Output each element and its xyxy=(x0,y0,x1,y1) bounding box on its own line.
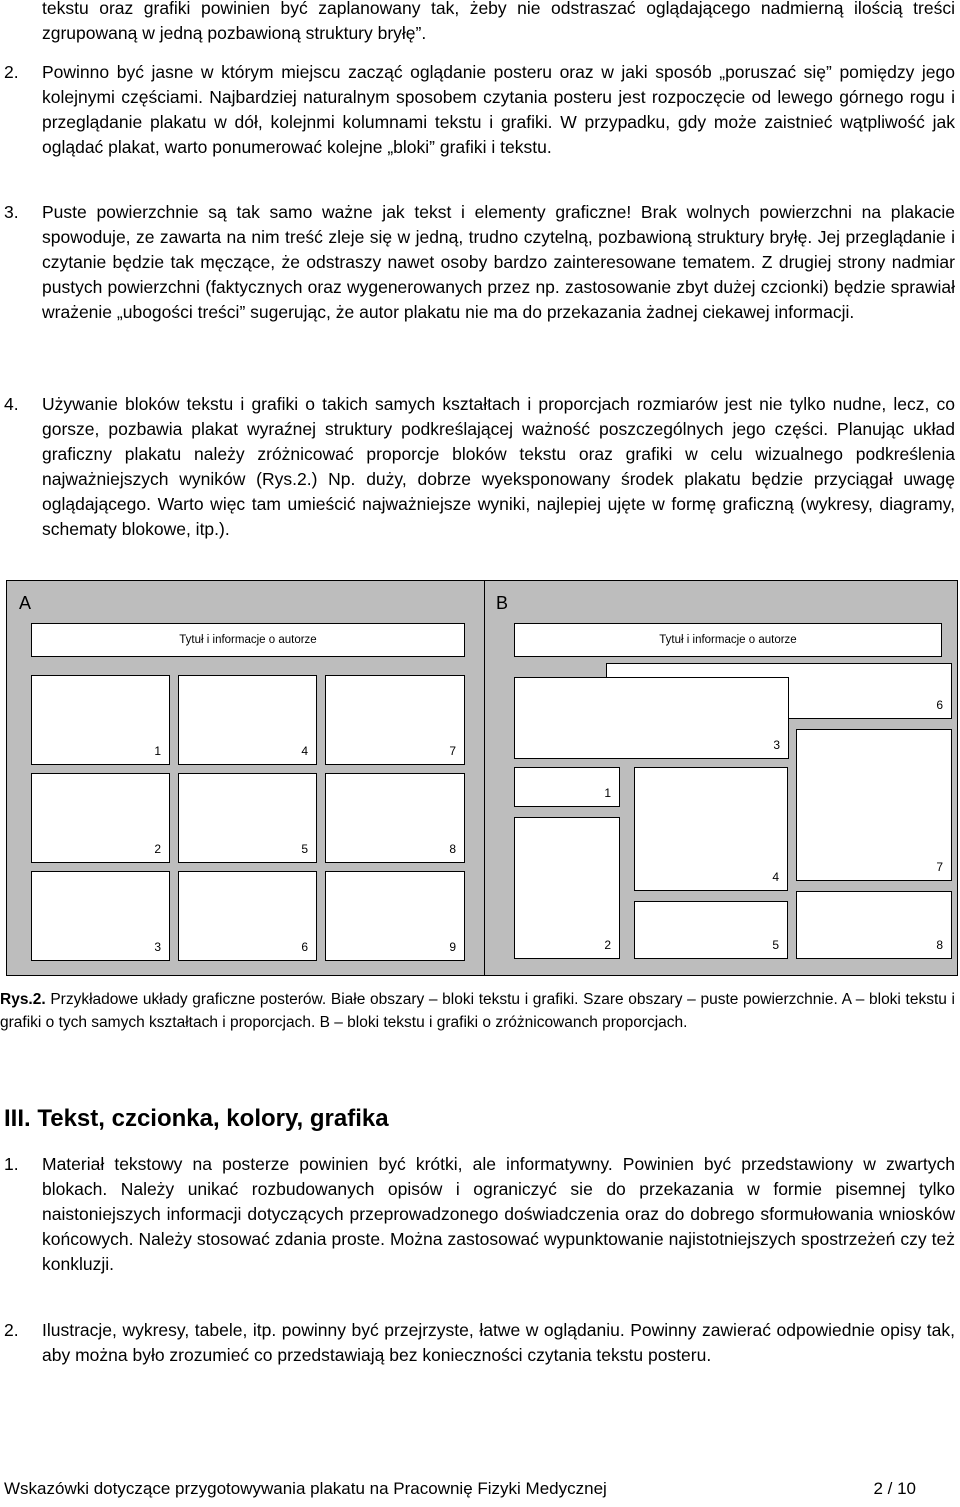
caption-text: Przykładowe układy graficzne posterów. Białe obszary – bloki tekstu i grafiki. Szare obszary – puste powierzchnie. A – bloki tekstu i grafiki o tych samych kształtach i proporcjach. B – bloki tekstu i grafiki o zróżnicowanch proporcjach. xyxy=(0,991,955,1031)
layout-a-block: 1 xyxy=(31,675,170,765)
layout-a-block: 5 xyxy=(178,773,317,863)
layout-b-block: 7 xyxy=(796,729,952,881)
list-item-2: 2. Powinno być jasne w którym miejscu zacząć oglądanie posteru oraz w jaki sposób „poruszać się” pomiędzy jego kolejnymi częściami. Najbardziej naturalnym sposobem czytania posteru jest rozpoczęcie od lewego górnego rogu i przeglądanie plakatu w dół, kolejnmi kolumnami tekstu i grafiki. W przypadku, gdy może zaistnieć wątpliwość jak oglądać plakat, warto ponumerować kolejne „bloki” grafiki i tekstu. xyxy=(4,62,955,157)
figure-label-b: B xyxy=(496,593,509,613)
page-number: 2 / 10 xyxy=(873,1479,916,1498)
figure-divider xyxy=(484,581,485,975)
footer-title: Wskazówki dotyczące przygotowywania plakatu na Pracownię Fizyki Medycznej xyxy=(4,1479,607,1498)
layout-b-block: 6 xyxy=(606,663,952,719)
layout-a-block: 3 xyxy=(31,871,170,961)
layout-b-block: 8 xyxy=(796,891,952,959)
section-item-1: 1. Materiał tekstowy na posterze powinien być krótki, ale informatywny. Powinien być przedstawiony w zwartych blokach. Należy unikać rozbudowanych opisów i ograniczyć sie do przekazania w formie pisemnej tylko naistoniejszych informacji dotyczących przeprowadzonego doświadczenia oraz do dobrego sformułowania wniosków końcowych. Należy stosować zdania proste. Można zastosować wypunktowanie najistotniejszych spostrzeżeń czy też konkluzji. xyxy=(4,1154,955,1274)
section-heading: III. Tekst, czcionka, kolory, grafika xyxy=(4,1105,389,1132)
layout-a-block: 9 xyxy=(325,871,465,961)
layout-a-block: 4 xyxy=(178,675,317,765)
layout-b-block: 3 xyxy=(514,677,789,759)
layout-a-block: 8 xyxy=(325,773,465,863)
figure-label-a: A xyxy=(19,593,32,613)
layout-a-block: 2 xyxy=(31,773,170,863)
list-item-4: 4. Używanie bloków tekstu i grafiki o takich samych kształtach i proporcjach rozmiarów jest nie tylko nudne, lecz, co gorsze, pozbawia plakat wyraźnej struktury podkreślającej ważność poszczególnych jego części. Planując układ graficzny plakatu należy zróżnicować proporcje bloków tekstu oraz grafiki w celu wizualnego podkreślenia najważniejszych wyników (Rys.2.) Np. duży, dobrze wyeksponowany środek plakatu będzie przyciągał uwagę oglądającego. Warto więc tam umieścić najważniejsze wyniki, najlepiej ujęte w formę graficzną (wykresy, diagramy, schematy blokowe, itp.). xyxy=(4,394,955,539)
page-footer xyxy=(4,1479,954,1499)
layout-b-block: 1 xyxy=(514,767,620,807)
layout-a-block: 7 xyxy=(325,675,465,765)
poster-layout-figure xyxy=(6,580,958,976)
caption-ref: Rys.2. xyxy=(0,991,46,1008)
section-item-2: 2. Ilustracje, wykresy, tabele, itp. powinny być przejrzyste, łatwe w oglądaniu. Powinny zawierać odpowiednie opisy tak, aby można było zrozumieć co przedstawiają bez konieczności czytania tekstu posteru. xyxy=(4,1320,955,1365)
layout-b-title-block: Tytuł i informacje o autorze xyxy=(514,623,942,657)
layout-a-block: 6 xyxy=(178,871,317,961)
layout-a-title-block: Tytuł i informacje o autorze xyxy=(31,623,465,657)
figure-caption xyxy=(0,988,955,1034)
list-item-3: 3. Puste powierzchnie są tak samo ważne jak tekst i elementy graficzne! Brak wolnych powierzchni na plakacie spowoduje, ze zawarta na nim treść zleje się w jedną, trudno czytelną, pozbawioną struktury bryłę. Jej przeglądanie i czytanie będzie tak męczące, że odstraszy nawet osoby bardzo zainteresowane tematem. Z drugiej strony nadmiar pustych powierzchni (faktycznych oraz wygenerowanych przez np. zastosowanie zbyt dużej czcionki) będzie sprawiał wrażenie „ubogości treści” sugerując, że autor plakatu nie ma do przekazania żadnej ciekawej informacji. xyxy=(4,202,955,322)
layout-b-block: 2 xyxy=(514,817,620,959)
paragraph-continued: tekstu oraz grafiki powinien być zaplanowany tak, żeby nie odstraszać oglądającego nadmierną ilością treści zgrupowaną w jedną pozbawioną struktury bryłę”. xyxy=(42,0,955,43)
layout-b-block: 4 xyxy=(634,767,788,891)
layout-b-block: 5 xyxy=(634,901,788,959)
